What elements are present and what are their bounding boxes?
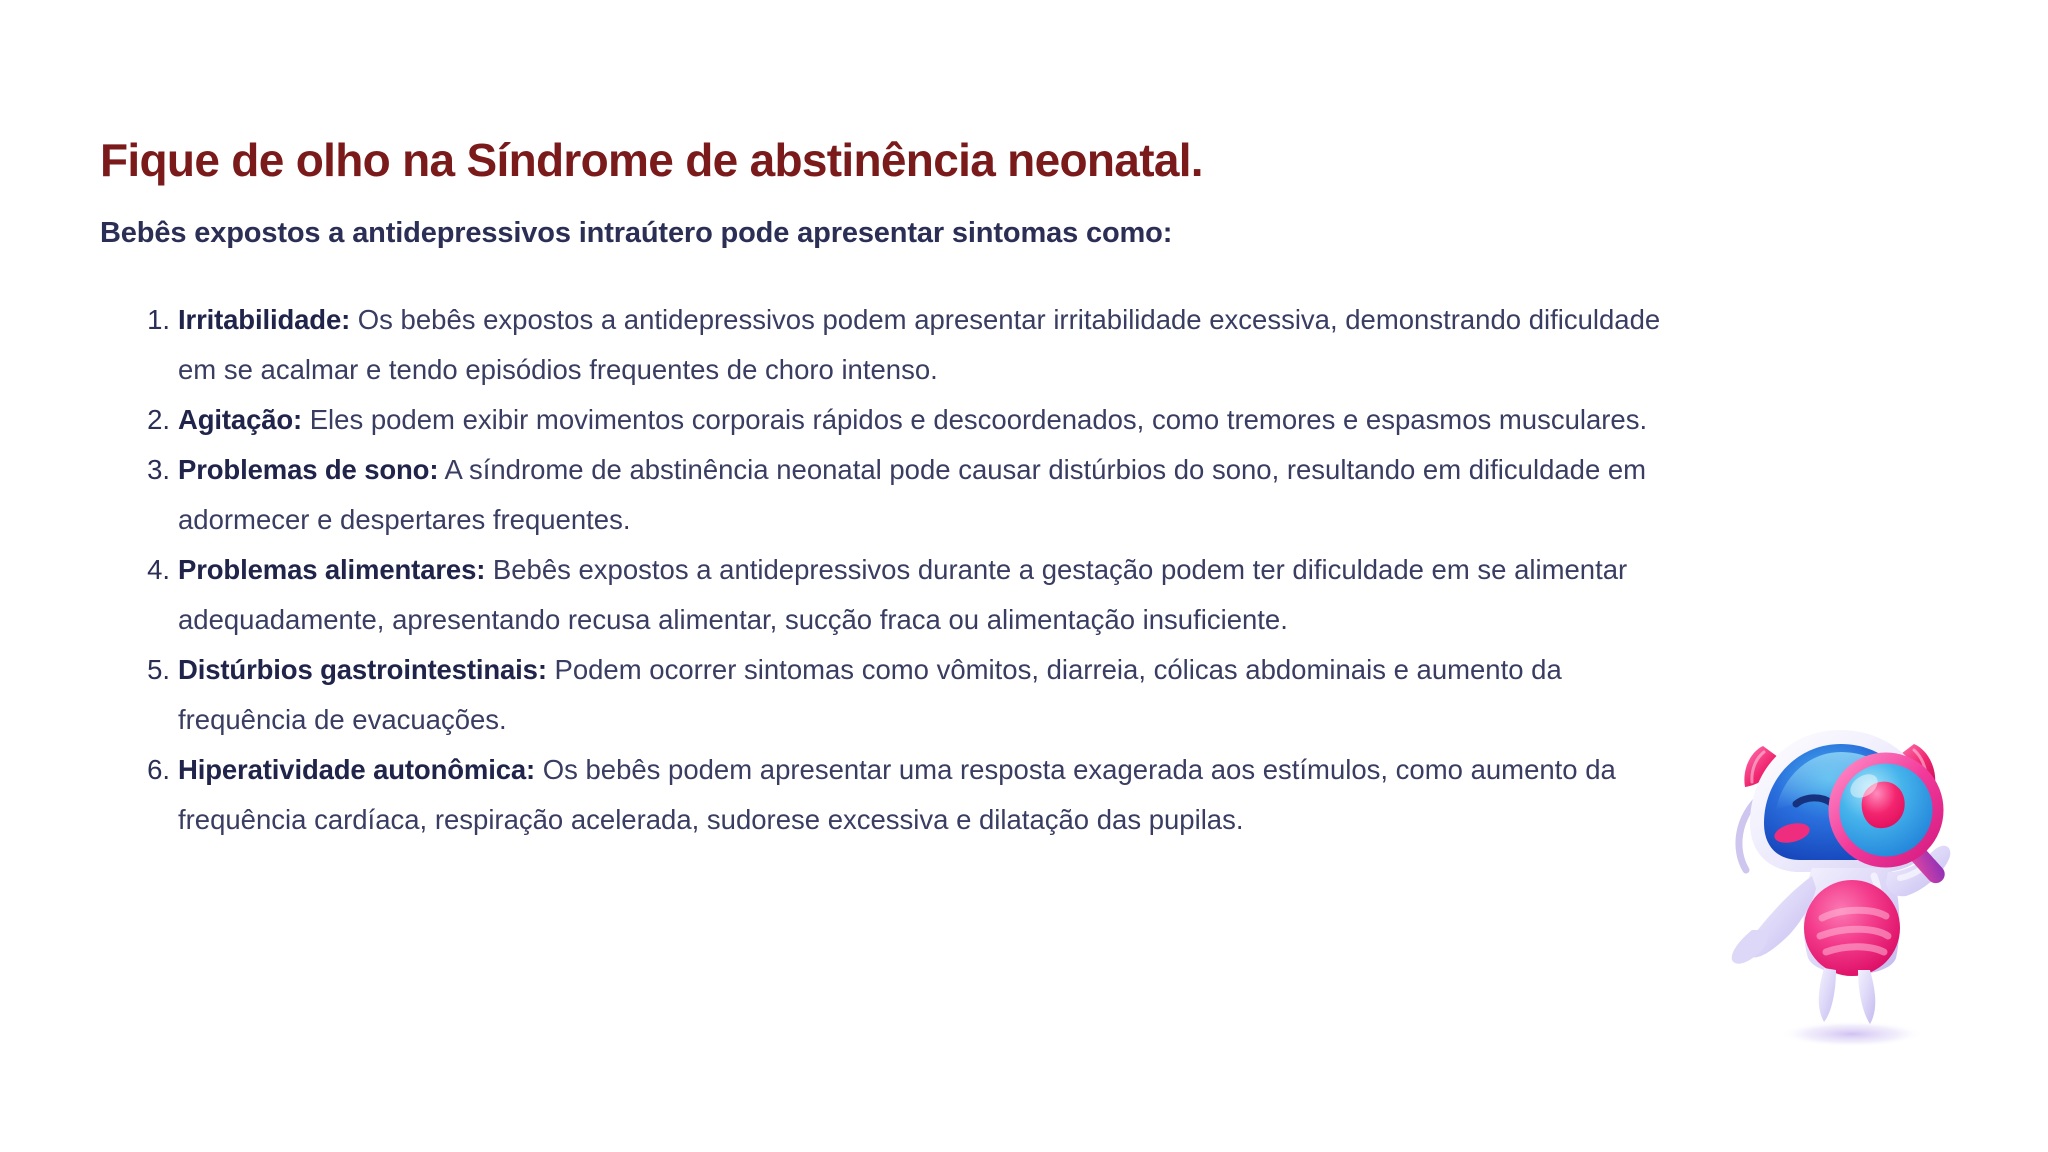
list-item-lead: Agitação: bbox=[178, 404, 303, 435]
list-item-body: Os bebês expostos a antidepressivos podem apresentar irritabilidade excessiva, demonstrando dificuldade em se acalmar e tendo episódios frequentes de choro intenso. bbox=[178, 304, 1661, 385]
robot-mascot-icon bbox=[1700, 700, 2000, 1080]
list-item-lead: Problemas alimentares: bbox=[178, 554, 486, 585]
page-title: Fique de olho na Síndrome de abstinência neonatal. bbox=[100, 133, 1203, 186]
symptom-list bbox=[136, 295, 1696, 845]
list-item-number: 4. bbox=[147, 554, 170, 585]
list-item bbox=[136, 395, 1696, 445]
list-item bbox=[136, 545, 1696, 645]
list-item-number: 5. bbox=[147, 654, 170, 685]
list-item-body: Os bebês podem apresentar uma resposta exagerada aos estímulos, como aumento da frequência cardíaca, respiração acelerada, sudorese excessiva e dilatação das pupilas. bbox=[178, 754, 1616, 835]
list-item-body: Eles podem exibir movimentos corporais rápidos e descoordenados, como tremores e espasmos musculares. bbox=[302, 404, 1648, 435]
list-item bbox=[136, 745, 1696, 845]
list-item bbox=[136, 295, 1696, 395]
list-item bbox=[136, 445, 1696, 545]
mascot-hand-left bbox=[1732, 930, 1768, 964]
list-item-number: 2. bbox=[147, 404, 170, 435]
list-item-number: 1. bbox=[147, 304, 170, 335]
list-item-lead: Hiperatividade autonômica: bbox=[178, 754, 536, 785]
list-item-body: A síndrome de abstinência neonatal pode causar distúrbios do sono, resultando em dificuldade em adormecer e despertares frequentes. bbox=[178, 454, 1647, 535]
list-item-number: 6. bbox=[147, 754, 170, 785]
list-item-number: 3. bbox=[147, 454, 170, 485]
mascot-leg-right bbox=[1858, 970, 1875, 1024]
page-subtitle: Bebês expostos a antidepressivos intraútero pode apresentar sintomas como: bbox=[100, 217, 1173, 250]
list-item-lead: Problemas de sono: bbox=[178, 454, 439, 485]
mascot-shadow bbox=[1780, 1021, 1924, 1047]
mascot-leg-left bbox=[1819, 968, 1836, 1022]
list-item bbox=[136, 645, 1696, 745]
list-item-body: Podem ocorrer sintomas como vômitos, diarreia, cólicas abdominais e aumento da frequência de evacuações. bbox=[178, 654, 1562, 735]
list-item-lead: Irritabilidade: bbox=[178, 304, 351, 335]
list-item-body: Bebês expostos a antidepressivos durante a gestação podem ter dificuldade em se alimentar adequadamente, apresentando recusa alimentar, sucção fraca ou alimentação insuficiente. bbox=[178, 554, 1628, 635]
list-item-lead: Distúrbios gastrointestinais: bbox=[178, 654, 547, 685]
